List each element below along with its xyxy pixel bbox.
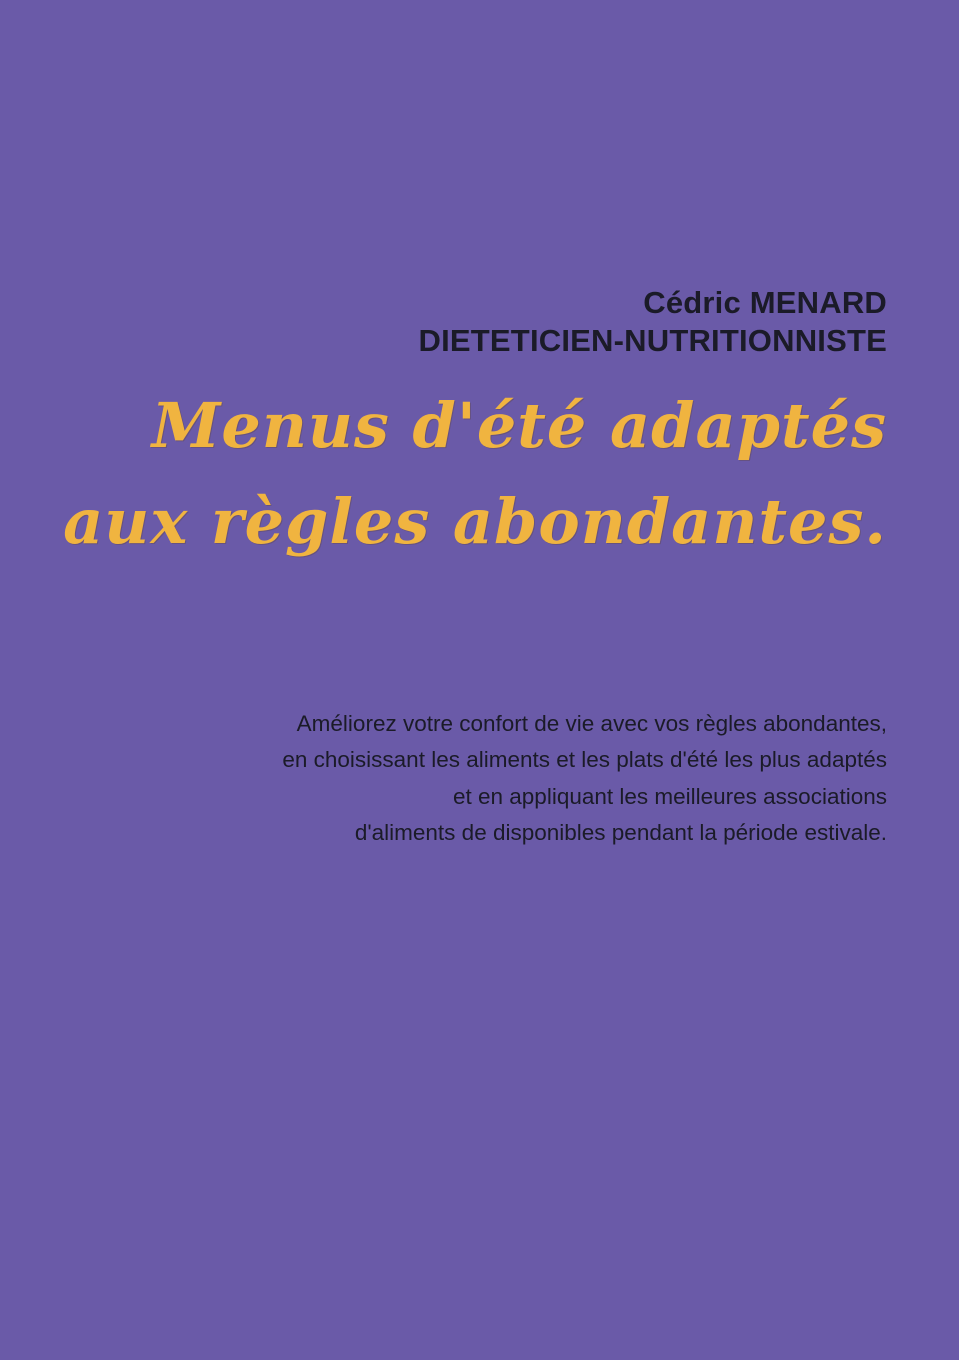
subtitle-line-3: et en appliquant les meilleures associations bbox=[452, 783, 887, 809]
title-line-1: Menus d'été adaptés bbox=[151, 389, 887, 462]
author-block bbox=[0, 284, 887, 360]
author-role: DIETETICIEN-NUTRITIONNISTE bbox=[418, 322, 887, 358]
subtitle-line-4: d'aliments de disponibles pendant la période estivale. bbox=[354, 820, 887, 846]
book-title bbox=[60, 378, 887, 570]
author-name: Cédric MENARD bbox=[643, 285, 887, 320]
subtitle-line-1: Améliorez votre confort de vie avec vos règles abondantes, bbox=[296, 711, 887, 736]
book-subtitle bbox=[180, 706, 887, 852]
title-line-2: aux règles abondantes. bbox=[63, 485, 887, 559]
subtitle-line-2: en choisissant les aliments et les plats d'été les plus adaptés bbox=[282, 747, 887, 773]
